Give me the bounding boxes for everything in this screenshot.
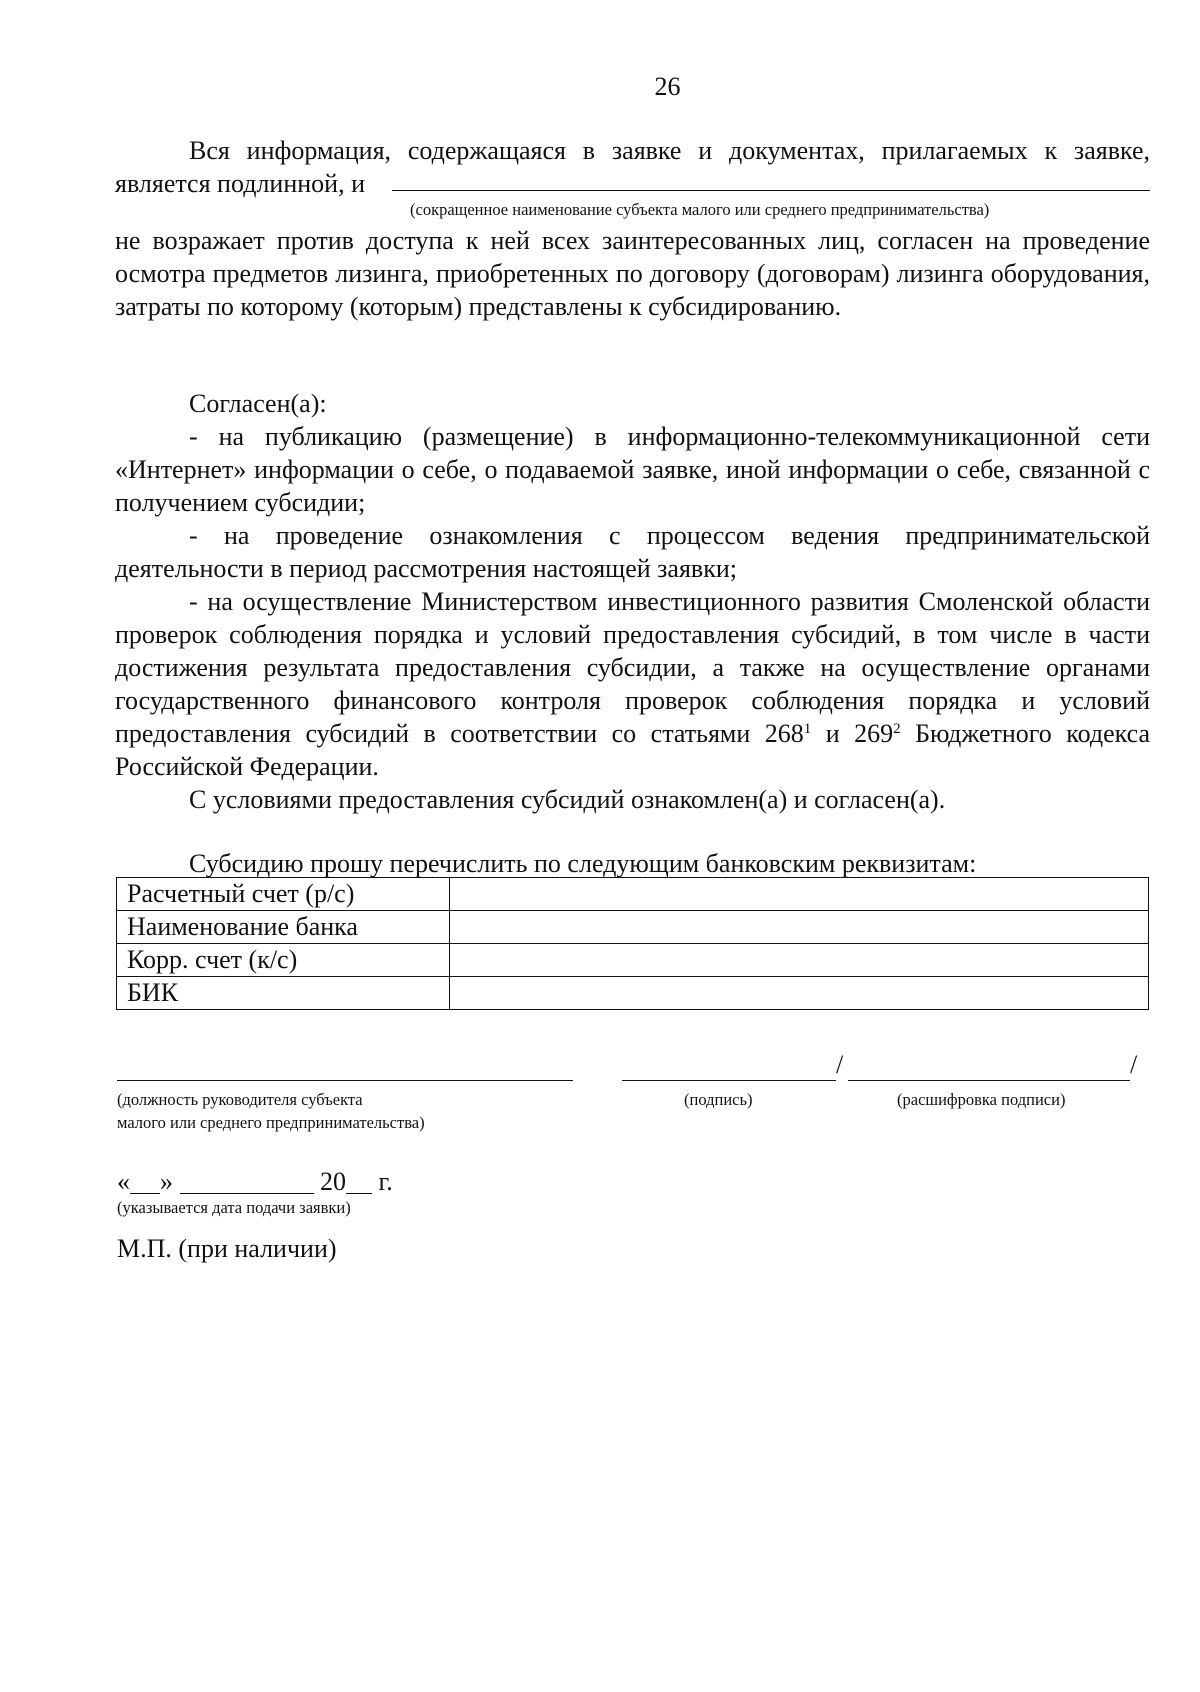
decode-caption: (расшифровка подписи) xyxy=(897,1090,1066,1109)
entity-name-blank[interactable] xyxy=(392,190,1150,191)
date-close-quote: » xyxy=(160,1167,173,1196)
table-row xyxy=(117,911,1149,944)
intro-text: Вся информация, содержащаяся в заявке и документах, прилагаемых к заявке, является подлинной, и xyxy=(115,136,1150,198)
month-blank[interactable] xyxy=(180,1169,314,1194)
position-blank[interactable] xyxy=(117,1080,573,1081)
table-row xyxy=(117,977,1149,1010)
year-blank[interactable] xyxy=(346,1169,372,1194)
page-number: 26 xyxy=(654,72,681,101)
bank-intro: Субсидию прошу перечислить по следующим банковским реквизитам: xyxy=(189,849,977,878)
table-row xyxy=(117,944,1149,977)
slash-1: / xyxy=(836,1050,844,1079)
day-blank[interactable] xyxy=(130,1169,160,1194)
audit-text-start: - на осуществление Министерством инвестиционного развития Смоленской области проверок соблюдения порядка и условий предоставления субсидий, в том числе в части достижения результата предоставления субсидии, а также на осуществление органами государственного финансового контроля проверок соблюдения порядка и условий предоставления субсидий в соответствии со статьями 268 xyxy=(115,587,1150,748)
date-caption: (указывается дата подачи заявки) xyxy=(117,1198,351,1217)
consent-item-audit xyxy=(115,585,1150,783)
entity-name-caption: (сокращенное наименование субъекта малого или среднего предпринимательства) xyxy=(410,200,990,219)
consent-item-inspection: - на проведение ознакомления с процессом ведения предпринимательской деятельности в период рассмотрения настоящей заявки; xyxy=(115,521,1150,583)
date-open-quote: « xyxy=(117,1167,130,1196)
acknowledgement: С условиями предоставления субсидий ознакомлен(а) и согласен(а). xyxy=(189,785,946,814)
bank-label-corr: Корр. счет (к/с) xyxy=(117,944,450,977)
bank-label-bik: БИК xyxy=(117,977,450,1010)
position-caption-line2: малого или среднего предпринимательства) xyxy=(117,1113,425,1132)
footnote-sup-2: 2 xyxy=(893,721,901,737)
date-line xyxy=(117,1165,393,1198)
bank-label-name: Наименование банка xyxy=(117,911,450,944)
bank-value-bik[interactable] xyxy=(450,977,1149,1010)
signature-caption: (подпись) xyxy=(684,1090,753,1109)
position-caption-line1: (должность руководителя субъекта xyxy=(117,1090,363,1109)
bank-value-name[interactable] xyxy=(450,911,1149,944)
year-prefix: 20 xyxy=(320,1167,346,1196)
year-suffix: г. xyxy=(378,1167,393,1196)
bank-details-table xyxy=(116,877,1149,1010)
audit-text-mid: и 269 xyxy=(811,719,894,748)
decode-blank[interactable] xyxy=(848,1080,1130,1081)
stamp-note: М.П. (при наличии) xyxy=(117,1234,337,1263)
bank-label-account: Расчетный счет (р/с) xyxy=(117,878,450,911)
audit-text-end: Бюджетного кодекса Российской Федерации. xyxy=(115,719,1150,781)
footnote-sup-1: 1 xyxy=(803,721,812,737)
bank-value-account[interactable] xyxy=(450,878,1149,911)
intro-continuation: не возражает против доступа к ней всех заинтересованных лиц, согласен на проведение осмотра предметов лизинга, приобретенных по договору (договорам) лизинга оборудования, затраты по которому (которым) представлены к субсидированию. xyxy=(115,226,1150,321)
consent-heading: Согласен(а): xyxy=(189,389,327,418)
consent-item-publication: - на публикацию (размещение) в информационно-телекоммуникационной сети «Интернет» информации о себе, о подаваемой заявке, иной информации о себе, связанной с получением субсидии; xyxy=(115,422,1150,517)
slash-2: / xyxy=(1130,1050,1138,1079)
bank-value-corr[interactable] xyxy=(450,944,1149,977)
signature-blank[interactable] xyxy=(622,1080,836,1081)
table-row xyxy=(117,878,1149,911)
